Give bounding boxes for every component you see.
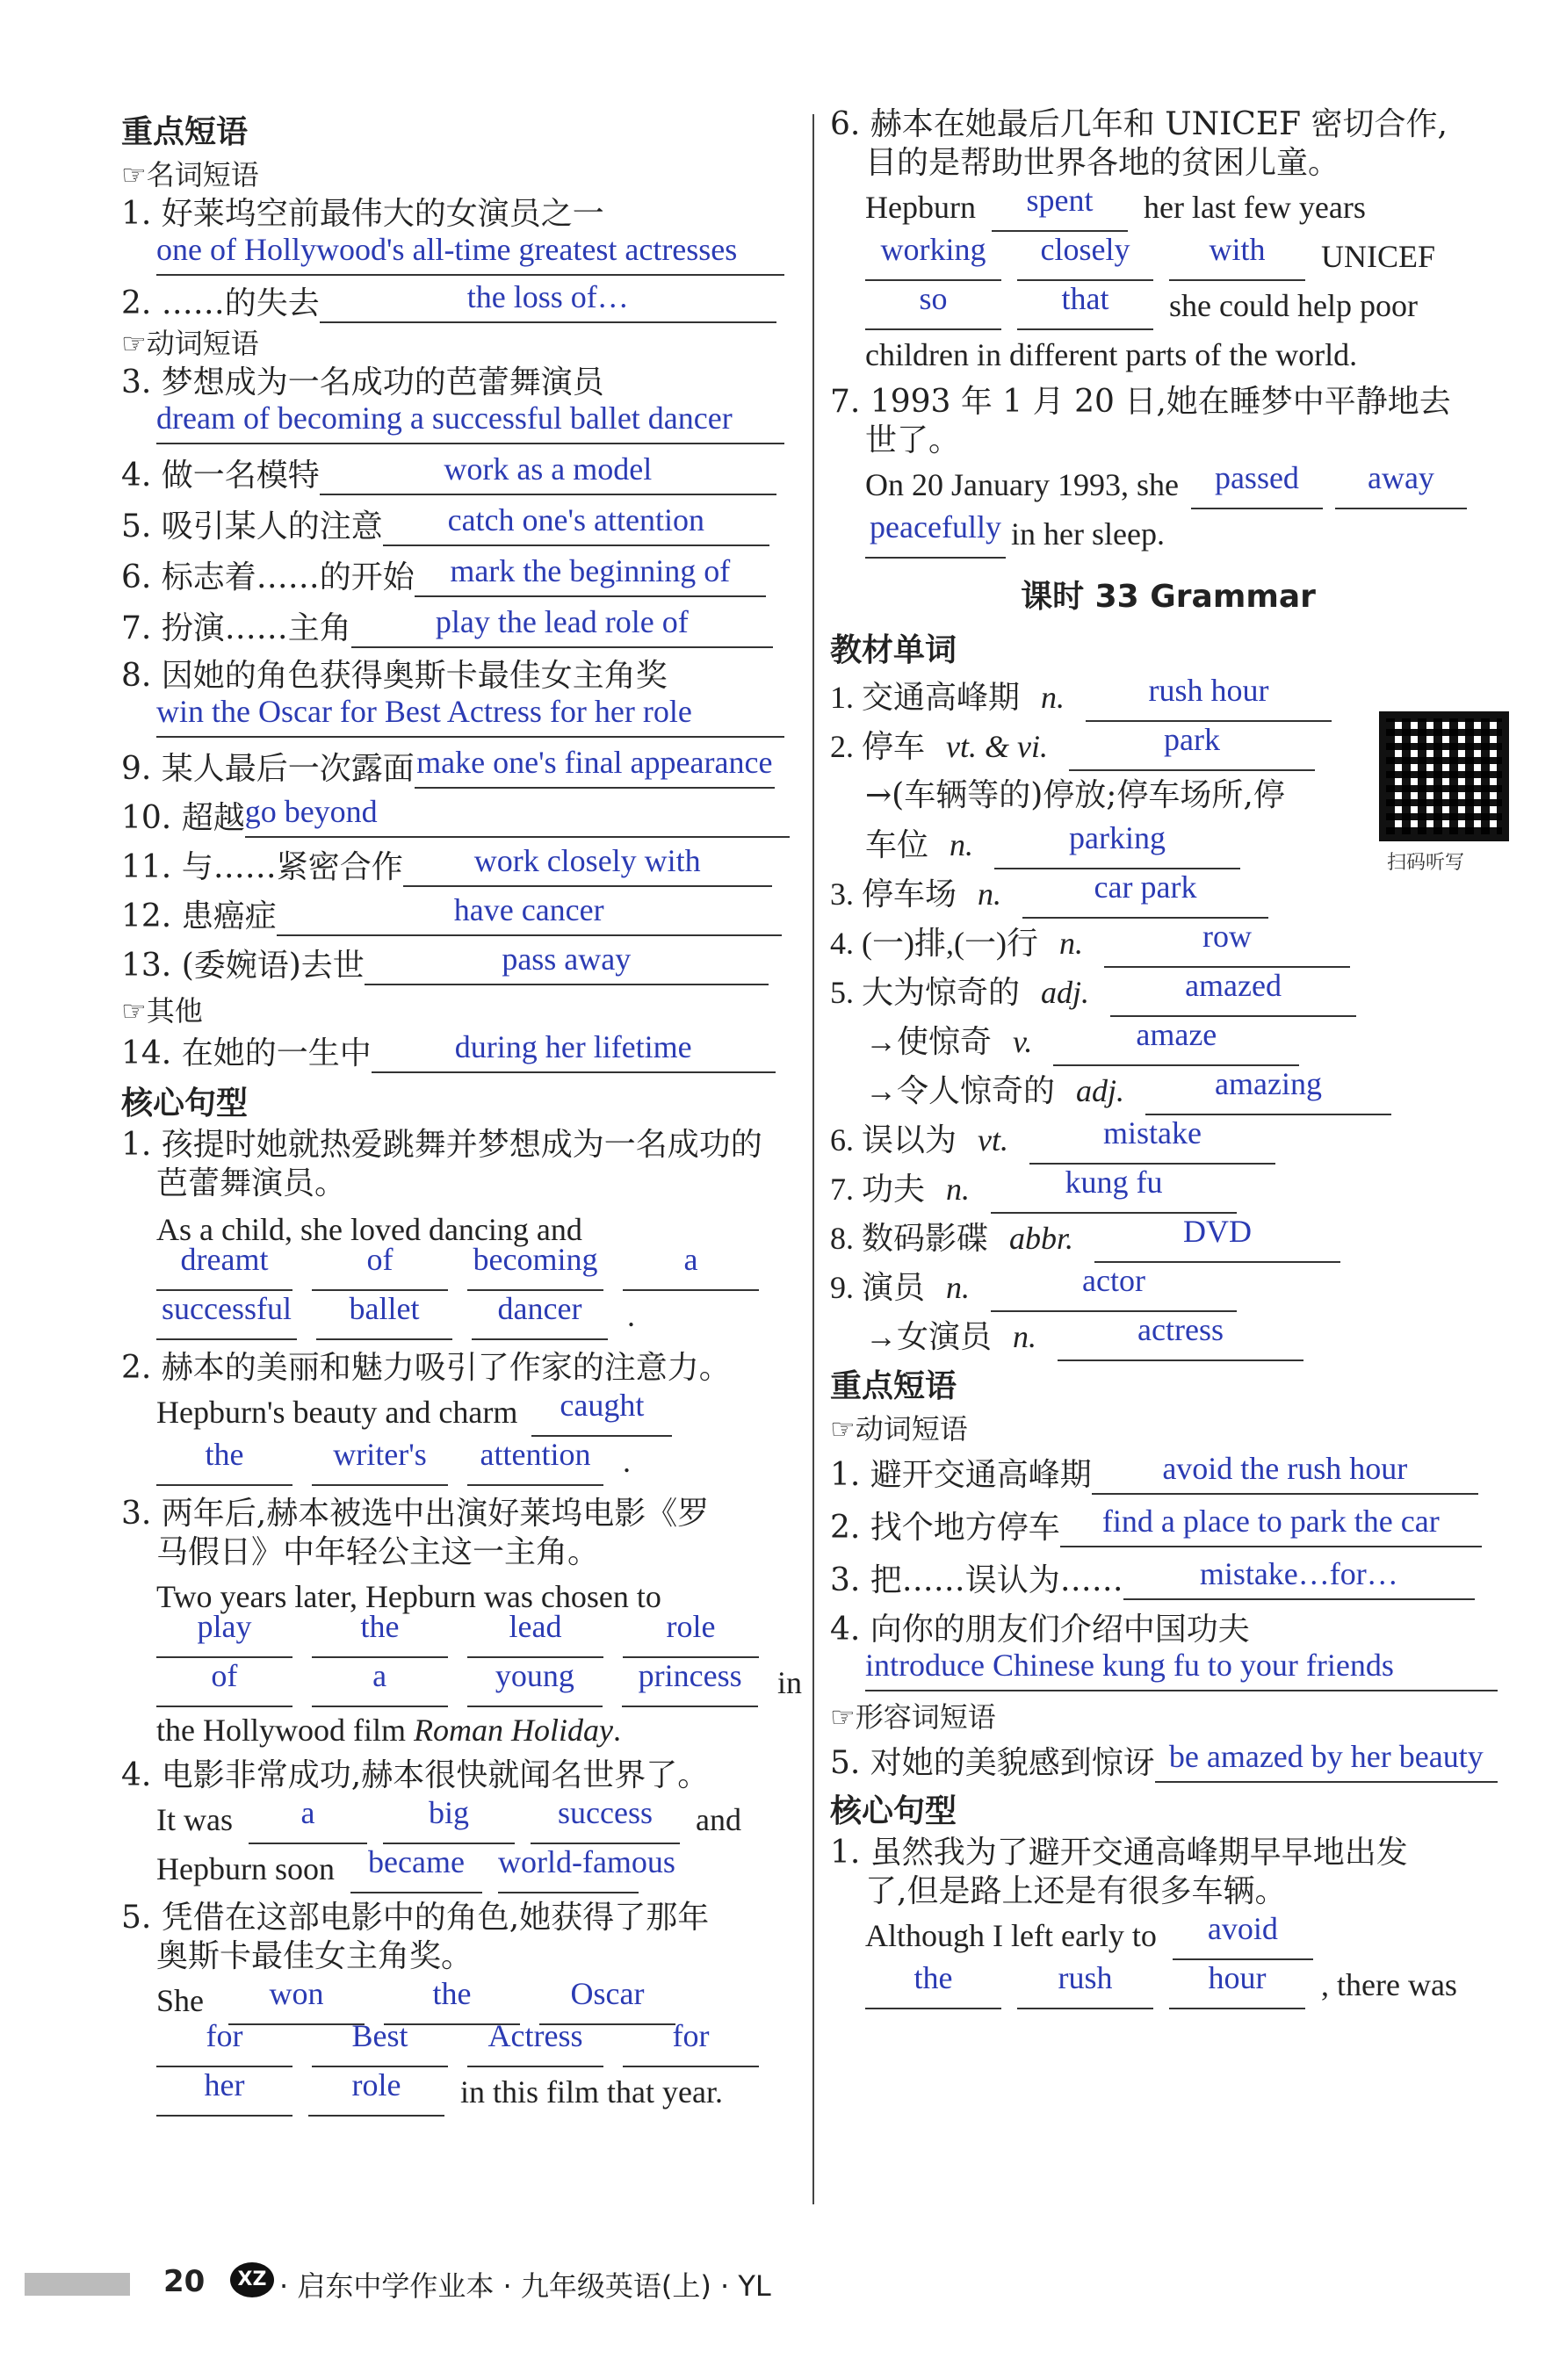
footer-bar <box>25 2273 130 2296</box>
answer-blank[interactable]: parking <box>994 827 1240 869</box>
answer-blank[interactable]: success <box>531 1802 680 1844</box>
column-divider <box>812 114 814 2204</box>
section-title: 核心句型 <box>121 1085 249 1121</box>
section-title: 重点短语 <box>121 114 249 150</box>
answer-blank[interactable]: working <box>865 239 1001 281</box>
book-title: · 启东中学作业本 · 九年级英语(上) · YL <box>279 2269 771 2303</box>
phrase-item: 1. 避开交通高峰期 avoid the rush hour <box>830 1453 1506 1495</box>
answer-blank[interactable]: go beyond <box>245 796 790 838</box>
answer-blank[interactable]: avoid <box>1173 1918 1313 1960</box>
vocab-item: 1. 交通高峰期 n. rush hour <box>830 673 1506 722</box>
pointing-hand-icon: ☞ <box>830 1412 856 1446</box>
answer-blank[interactable]: successful <box>156 1298 297 1340</box>
vocab-item: →使惊奇 v. amaze <box>830 1017 1506 1066</box>
answer-blank[interactable]: play <box>156 1616 292 1658</box>
phrase-item: 8. 因她的角色获得奥斯卡最佳女主角奖 <box>121 658 668 694</box>
pointing-hand-icon: ☞ <box>121 994 147 1028</box>
phrase-item: 3. 梦想成为一名成功的芭蕾舞演员 <box>121 364 604 400</box>
sentence-prompt: 5. 凭借在这部电影中的角色,她获得了那年 <box>121 1900 710 1936</box>
answer-blank[interactable]: work closely with <box>403 845 772 887</box>
answer-blank[interactable]: young <box>467 1665 603 1707</box>
vocab-item: 6. 误以为 vt. mistake <box>830 1115 1506 1165</box>
answer-blank[interactable]: win the Oscar for Best Actress for her role <box>156 696 784 738</box>
answer-blank[interactable]: actor <box>991 1270 1237 1312</box>
phrase-item: 6. 标志着……的开始 mark the beginning of <box>121 555 802 597</box>
phrase-item: 4. 做一名模特 work as a model <box>121 453 802 495</box>
answer-blank[interactable]: the <box>384 1983 520 2025</box>
answer-blank[interactable]: for <box>156 2025 292 2067</box>
subsection-label: ☞形容词短语 <box>830 1700 996 1734</box>
answer-blank[interactable]: catch one's attention <box>383 504 769 546</box>
answer-blank[interactable]: role <box>623 1616 759 1658</box>
answer-blank[interactable]: attention <box>467 1444 603 1486</box>
answer-blank[interactable]: world-famous <box>498 1851 639 1893</box>
answer-blank[interactable]: Actress <box>467 2025 603 2067</box>
sentence-prompt: 7. 1993 年 1 月 20 日,她在睡梦中平静地去 <box>830 384 1451 420</box>
sentence-prompt: 3. 两年后,赫本被选中出演好莱坞电影《罗 <box>121 1496 710 1532</box>
phrase-item: 4. 向你的朋友们介绍中国功夫 <box>830 1612 1250 1648</box>
sentence-prompt: 4. 电影非常成功,赫本很快就闻名世界了。 <box>121 1757 710 1793</box>
answer-blank[interactable]: becoming <box>467 1249 603 1291</box>
pointing-hand-icon: ☞ <box>830 1700 856 1734</box>
sentence-prompt: 1. 虽然我为了避开交通高峰期早早地出发 <box>830 1835 1408 1871</box>
answer-blank[interactable]: won <box>228 1983 365 2025</box>
phrase-item: 5. 对她的美貌感到惊讶 be amazed by her beauty <box>830 1741 1506 1783</box>
answer-blank[interactable]: became <box>350 1851 482 1893</box>
answer-blank[interactable]: peacefully <box>865 516 1006 559</box>
pointing-hand-icon: ☞ <box>121 158 147 191</box>
vocab-item: 2. 停车 vt. & vi. park <box>830 722 1506 771</box>
answer-blank[interactable]: Oscar <box>539 1983 675 2025</box>
answer-blank[interactable]: make one's final appearance <box>415 746 775 789</box>
qr-caption: 扫码听写 <box>1387 852 1465 874</box>
sentence-prompt: 2. 赫本的美丽和魅力吸引了作家的注意力。 <box>121 1350 731 1386</box>
phrase-item: 2. ……的失去 the loss of… <box>121 281 802 323</box>
answer-blank[interactable]: hour <box>1169 1967 1305 2009</box>
answer-blank[interactable]: actress <box>1058 1319 1303 1361</box>
phrase-item: 7. 扮演……主角 play the lead role of <box>121 606 802 648</box>
answer-blank[interactable]: passed <box>1191 467 1323 509</box>
answer-blank[interactable]: the loss of… <box>320 281 776 323</box>
answer-blank[interactable]: caught <box>531 1395 672 1437</box>
section-title: 核心句型 <box>830 1793 957 1829</box>
answer-blank[interactable]: kung fu <box>991 1172 1237 1214</box>
answer-blank[interactable]: spent <box>992 190 1128 232</box>
answer-blank[interactable]: have cancer <box>277 894 782 936</box>
left-column: 重点短语 ☞名词短语 1. 好莱坞空前最伟大的女演员之一 one of Hollywood's all-time greatest actresses 2. ……的失去 the loss of… ☞动词短语 3. 梦想成为一名成功的芭蕾舞演员 dream of becoming a successful ballet dancer 4. 做一名模特 work as a model 5. 吸引某人的注意 catch one's attention 6. 标志着……的开始 mark the beginning of 7. 扮演……主角 play the lead role of 8. 因她的角色获得奥斯卡最佳女主角奖 win the Oscar for Best Actress for her role 9. 某人最后一次露面 make one's final appearance 10. 超越 go beyond 11. 与……紧密合作 work closely with 12. 患癌症 have cancer 13. (委婉语)去世 pass away ☞其他 14. 在她的一生中 during her lifetime 核心句型 1. 孩提时她就热爱跳舞并梦想成为一名成功的 芭蕾舞演员。 As a child, she loved dancing and dreamt of becoming a successful ballet dancer . 2. 赫本的美丽和魅力吸引了作家的注意力。 Hepburn's beauty and charm caught the writer's attention . 3. 两年后,赫本被选中出演好莱坞电影《罗 马假日》中年轻公主这一主角。 Two years later, Hepburn was chosen to play the lead role of a young princess in the Hollywood film Roman Holiday. 4. 电影非常成功,赫本很快就闻名世界了。 It was a big success and Hepburn soon became world-famous 5. 凭借在这部电影中的角色,她获得了那年 奥斯卡最佳女主角奖。 She won the Oscar for Best Actress for her role in this film that year. <box>121 105 802 2117</box>
answer-blank[interactable]: of <box>312 1249 448 1291</box>
answer-blank[interactable]: find a place to park the car <box>1060 1505 1482 1547</box>
answer-blank[interactable]: amazed <box>1110 975 1356 1017</box>
vocab-item: 4. (一)排,(一)行 n. row <box>830 919 1506 968</box>
answer-blank[interactable]: introduce Chinese kung fu to your friends <box>865 1649 1498 1691</box>
answer-blank[interactable]: the <box>312 1616 448 1658</box>
answer-blank[interactable]: park <box>1069 729 1315 771</box>
pointing-hand-icon: ☞ <box>121 327 147 360</box>
publisher-logo: XZ <box>230 2262 274 2297</box>
answer-blank[interactable]: a <box>249 1802 367 1844</box>
subsection-label: ☞动词短语 <box>121 327 259 360</box>
page-footer <box>0 2257 1567 2310</box>
answer-blank[interactable]: pass away <box>365 943 769 985</box>
answer-blank[interactable]: car park <box>1022 876 1268 919</box>
vocab-item: 9. 演员 n. actor <box>830 1263 1506 1312</box>
answer-blank[interactable]: the <box>865 1967 1001 2009</box>
vocab-item: 7. 功夫 n. kung fu <box>830 1165 1506 1214</box>
answer-blank[interactable]: dreamt <box>156 1249 292 1291</box>
answer-blank[interactable]: play the lead role of <box>351 606 773 648</box>
answer-blank[interactable]: dancer <box>472 1298 608 1340</box>
sentence-prompt: 1. 孩提时她就热爱跳舞并梦想成为一名成功的 <box>121 1127 762 1163</box>
subsection-label: ☞名词短语 <box>121 158 259 191</box>
answer-blank[interactable]: princess <box>622 1665 758 1707</box>
lesson-title: 课时 33 Grammar <box>1021 579 1316 615</box>
phrase-item: 13. (委婉语)去世 pass away <box>121 943 802 985</box>
answer-blank[interactable]: DVD <box>1094 1221 1340 1263</box>
answer-blank[interactable]: writer's <box>312 1444 448 1486</box>
vocab-item: 5. 大为惊奇的 adj. amazed <box>830 968 1506 1017</box>
answer-blank[interactable]: be amazed by her beauty <box>1155 1741 1498 1783</box>
answer-blank[interactable]: mistake <box>1029 1122 1275 1165</box>
phrase-item: 2. 找个地方停车 find a place to park the car <box>830 1505 1506 1547</box>
phrase-item: 9. 某人最后一次露面 make one's final appearance <box>121 746 802 789</box>
phrase-item: 5. 吸引某人的注意 catch one's attention <box>121 504 802 546</box>
answer-blank[interactable]: amaze <box>1053 1024 1299 1066</box>
answer-blank[interactable]: rush <box>1017 1967 1153 2009</box>
vocab-item: 车位 n. parking <box>830 820 1506 869</box>
answer-blank[interactable]: one of Hollywood's all-time greatest actresses <box>156 234 784 276</box>
section-title: 重点短语 <box>830 1368 957 1404</box>
answer-blank[interactable]: during her lifetime <box>372 1031 776 1073</box>
vocab-item: 3. 停车场 n. car park <box>830 869 1506 919</box>
answer-blank[interactable]: closely <box>1017 239 1153 281</box>
answer-blank[interactable]: her <box>156 2074 292 2117</box>
answer-blank[interactable]: role <box>308 2074 444 2117</box>
subsection-label: ☞其他 <box>121 994 203 1028</box>
answer-blank[interactable]: of <box>156 1665 292 1707</box>
answer-blank[interactable]: a <box>623 1249 759 1291</box>
answer-blank[interactable]: a <box>312 1665 448 1707</box>
page-number: 20 <box>163 2264 206 2299</box>
answer-blank[interactable]: away <box>1335 467 1467 509</box>
section-title: 教材单词 <box>830 632 957 668</box>
phrase-item: 12. 患癌症 have cancer <box>121 894 802 936</box>
phrase-item: 14. 在她的一生中 during her lifetime <box>121 1031 802 1073</box>
answer-blank[interactable]: mistake…for… <box>1123 1558 1475 1600</box>
answer-blank[interactable]: row <box>1104 926 1350 968</box>
answer-blank[interactable]: for <box>623 2025 759 2067</box>
phrase-item: 10. 超越 go beyond <box>121 796 802 838</box>
answer-blank[interactable]: work as a model <box>320 453 776 495</box>
answer-blank[interactable]: amazing <box>1145 1073 1391 1115</box>
answer-blank[interactable]: lead <box>467 1616 603 1658</box>
answer-blank[interactable]: Best <box>312 2025 448 2067</box>
answer-blank[interactable]: with <box>1169 239 1305 281</box>
answer-blank[interactable]: ballet <box>316 1298 452 1340</box>
answer-blank[interactable]: dream of becoming a successful ballet dancer <box>156 402 784 444</box>
phrase-item: 1. 好莱坞空前最伟大的女演员之一 <box>121 196 604 232</box>
answer-blank[interactable]: mark the beginning of <box>415 555 766 597</box>
answer-blank[interactable]: avoid the rush hour <box>1092 1453 1478 1495</box>
vocab-item: 8. 数码影碟 abbr. DVD <box>830 1214 1506 1263</box>
vocab-item: →女演员 n. actress <box>830 1312 1506 1361</box>
answer-blank[interactable]: rush hour <box>1086 680 1332 722</box>
subsection-label: ☞动词短语 <box>830 1412 968 1446</box>
answer-blank[interactable]: the <box>156 1444 292 1486</box>
vocab-item: →令人惊奇的 adj. amazing <box>830 1066 1506 1115</box>
answer-blank[interactable]: that <box>1017 288 1153 330</box>
answer-blank[interactable]: big <box>383 1802 515 1844</box>
right-column: 6. 赫本在她最后几年和 UNICEF 密切合作, 目的是帮助世界各地的贫困儿童。 Hepburn spent her last few years working closely with UNICEF so that she could help poor children in different parts of the world. 7. 1993 年 1 月 20 日,她在睡梦中平静地去 世了。 On 20 January 1993, she passed away peacefully in her sleep. 课时 33 Grammar 教材单词 扫码听写 1. 交通高峰期 n. rush hour 2. 停车 vt. & vi. park →(车辆等的)停放;停车场所,停 车位 n. parking 3. 停车场 n. car park 4. (一)排,(一)行 n. row 5. 大为惊奇的 adj. amazed →使惊奇 v. amaze →令人惊奇的 adj. amazing 6. 误以为 vt. mistake 7. 功夫 n. kung fu 8. 数码影碟 abbr. DVD 9. 演员 n. actor →女演员 n. actress 重点短语 ☞动词短语 1. 避开交通高峰期 avoid the rush hour 2. 找个地方停车 find a place to park the car 3. 把……误认为…… mistake…for… 4. 向你的朋友们介绍中国功夫 introduce Chinese kung fu to your friends ☞形容词短语 5. 对她的美貌感到惊讶 be amazed by her beauty 核心句型 1. 虽然我为了避开交通高峰期早早地出发 了,但是路上还是有很多车辆。 Although I left early to avoid the rush hour , there was <box>830 105 1506 2009</box>
sentence-prompt: 6. 赫本在她最后几年和 UNICEF 密切合作, <box>830 106 1448 142</box>
phrase-item: 11. 与……紧密合作 work closely with <box>121 845 802 887</box>
phrase-item: 3. 把……误认为…… mistake…for… <box>830 1558 1506 1600</box>
answer-blank[interactable]: so <box>865 288 1001 330</box>
